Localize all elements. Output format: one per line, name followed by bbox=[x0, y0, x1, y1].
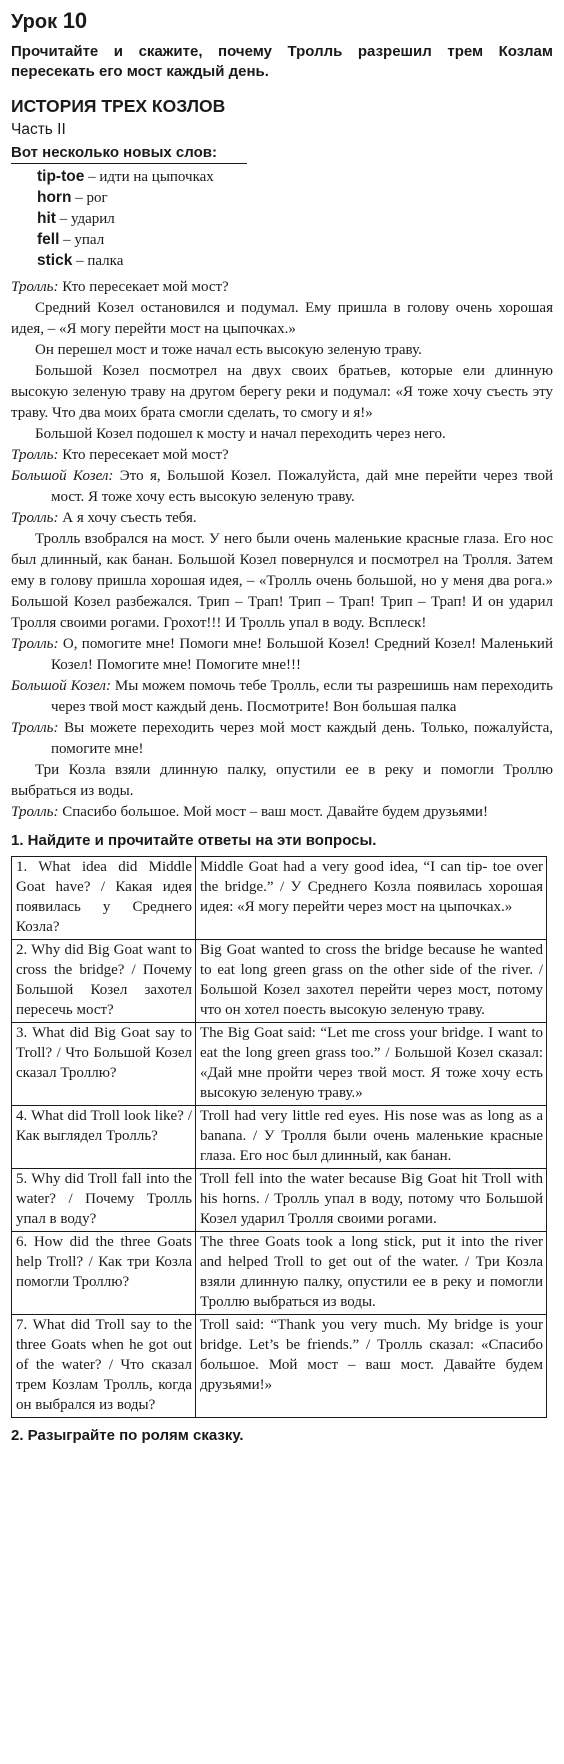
vocab-item bbox=[37, 187, 553, 208]
dialogue-text: Мы можем помочь тебе Тролль, если ты разрешишь нам переходить через твой мост каждый день. Посмотрите! Вон большая палка bbox=[51, 678, 554, 715]
question-cell: 3. What did Big Goat say to Troll? / Что Большой Козел сказал Троллю? bbox=[12, 1023, 196, 1106]
vocab-word: tip-toe bbox=[37, 168, 85, 185]
answer-cell: The Big Goat said: “Let me cross your bridge. I want to eat the long green grass too.” / Большой Козел сказал: «Дай мне пройти через твой мост. Я тоже хочу есть высокую зеленую траву.» bbox=[196, 1023, 547, 1106]
answer-cell: Troll had very little red eyes. His nose was as long as a banana. / У Тролля были очень маленькие красные глаза. Его нос был длинный, как банан. bbox=[196, 1106, 547, 1169]
lesson-label: Урок bbox=[11, 11, 58, 33]
vocab-translation: – рог bbox=[71, 190, 108, 206]
narration-paragraph: Большой Козел посмотрел на двух своих братьев, которые ели длинную высокую зеленую траву на другом берегу реки и подумал: «Я тоже хочу съесть эту траву. Что два моих брата смогли сделать, то смогу и я!» bbox=[11, 363, 553, 421]
vocab-item bbox=[37, 250, 553, 271]
table-row bbox=[12, 940, 547, 1023]
question-cell: 1. What idea did Middle Goat have? / Какая идея появилась у Среднего Козла? bbox=[12, 857, 196, 940]
vocab-item bbox=[37, 229, 553, 250]
vocab-item bbox=[37, 166, 553, 187]
question-cell: 2. Why did Big Goat want to cross the bridge? / Почему Большой Козел захотел пересечь мост? bbox=[12, 940, 196, 1023]
question-cell: 5. Why did Troll fall into the water? / Почему Тролль упал в воду? bbox=[12, 1169, 196, 1232]
speaker-name: Большой Козел: bbox=[11, 468, 114, 484]
answer-cell: Troll said: “Thank you very much. My bridge is your bridge. Let’s be friends.” / Тролль сказал: «Спасибо большое. Мой мост – ваш мост. Давайте будем друзьями!» bbox=[196, 1315, 547, 1418]
vocab-list bbox=[37, 166, 553, 271]
answer-cell: The three Goats took a long stick, put it into the river and helped Troll to get out of the water. / Три Козла взяли длинную палку, опустили ее в реку и помогли Троллю выбраться из воды. bbox=[196, 1232, 547, 1315]
dialogue-text: О, помогите мне! Помоги мне! Большой Козел! Средний Козел! Маленький Козел! Помогите мне! Помогите мне!!! bbox=[51, 636, 553, 673]
vocab-heading: Вот несколько новых слов: bbox=[11, 143, 247, 164]
question-cell: 6. How did the three Goats help Troll? / Как три Козла помогли Троллю? bbox=[12, 1232, 196, 1315]
table-row bbox=[12, 1315, 547, 1418]
answer-cell: Troll fell into the water because Big Goat hit Troll with his horns. / Тролль упал в воду, потому что Большой Козел ударил Тролля своими рогами. bbox=[196, 1169, 547, 1232]
question-cell: 4. What did Troll look like? / Как выглядел Тролль? bbox=[12, 1106, 196, 1169]
speaker-name: Тролль: bbox=[11, 510, 59, 526]
lesson-number: 10 bbox=[62, 8, 88, 33]
narration-paragraph: Тролль взобрался на мост. У него были очень маленькие красные глаза. Его нос был длинный, как банан. Большой Козел повернулся и посмотрел на Тролля. Затем ему в голову пришла хорошая идея, – «Тролль очень большой, но у меня два рога.» Большой Козел разбежался. Трип – Трап! Трип – Трап! Трип – Трап! И он ударил Тролля своими рогами. Грохот!!! И Тролль упал в воду. Всплеск! bbox=[11, 531, 553, 631]
answer-cell: Big Goat wanted to cross the bridge because he wanted to eat long green grass on the other side of the river. / Большой Козел захотел перейти через мост, потому что он хотел поесть высокую зеленую траву. bbox=[196, 940, 547, 1023]
dialogue-line bbox=[11, 634, 553, 676]
table-row bbox=[12, 1023, 547, 1106]
lesson-heading bbox=[11, 6, 553, 36]
speaker-name: Большой Козел: bbox=[11, 678, 111, 694]
dialogue-line bbox=[11, 676, 553, 718]
dialogue-text: Вы можете переходить через мой мост каждый день. Только, пожалуйста, помогите мне! bbox=[51, 720, 553, 757]
speaker-name: Тролль: bbox=[11, 447, 59, 463]
dialogue-text: Кто пересекает мой мост? bbox=[58, 279, 229, 295]
vocab-translation: – палка bbox=[72, 253, 124, 269]
dialogue-text: Спасибо большое. Мой мост – ваш мост. Давайте будем друзьями! bbox=[58, 804, 488, 820]
dialogue-line bbox=[11, 718, 553, 760]
qa-table bbox=[11, 856, 547, 1418]
speaker-name: Тролль: bbox=[11, 279, 59, 295]
table-row bbox=[12, 1232, 547, 1315]
narration-paragraph: Большой Козел подошел к мосту и начал переходить через него. bbox=[35, 426, 446, 442]
vocab-translation: – идти на цыпочках bbox=[84, 169, 214, 185]
dialogue-text: Кто пересекает мой мост? bbox=[58, 447, 229, 463]
dialogue-line bbox=[11, 466, 553, 508]
dialogue-text: А я хочу съесть тебя. bbox=[58, 510, 197, 526]
narration-paragraph: Он перешел мост и тоже начал есть высокую зеленую траву. bbox=[35, 342, 422, 358]
exercise-2-heading: 2. Разыгрaйте по ролям сказку. bbox=[11, 1427, 244, 1444]
answer-cell: Middle Goat had a very good idea, “I can tip- toe over the bridge.” / У Среднего Козла появилась хорошая идея: «Я могу перейти через мост на цыпочках.» bbox=[196, 857, 547, 940]
speaker-name: Тролль: bbox=[11, 804, 59, 820]
narration-paragraph: Три Козла взяли длинную палку, опустили ее в реку и помогли Троллю выбраться из воды. bbox=[11, 762, 553, 799]
vocab-word: stick bbox=[37, 252, 73, 269]
dialogue-line bbox=[11, 508, 553, 529]
vocab-item bbox=[37, 208, 553, 229]
narration-paragraph: Средний Козел остановился и подумал. Ему пришла в голову очень хорошая идея, – «Я могу перейти мост на цыпочках.» bbox=[11, 300, 553, 337]
task-instruction: Прочитайте и скажите, почему Тролль разрешил трем Козлам пересекать его мост каждый день. bbox=[11, 43, 553, 80]
dialogue-text: Это я, Большой Козел. Пожалуйста, дай мне перейти через твой мост. Я тоже хочу есть высокую зеленую траву. bbox=[51, 468, 553, 505]
table-row bbox=[12, 1169, 547, 1232]
dialogue-line bbox=[11, 802, 553, 823]
textbook-page bbox=[11, 0, 553, 1446]
exercise-1-heading: 1. Найдите и прочитайте ответы на эти вопросы. bbox=[11, 832, 377, 849]
story-text bbox=[11, 277, 553, 823]
vocab-word: hit bbox=[37, 210, 56, 227]
table-row bbox=[12, 1106, 547, 1169]
speaker-name: Тролль: bbox=[11, 636, 59, 652]
vocab-translation: – ударил bbox=[55, 211, 115, 227]
story-title: ИСТОРИЯ ТРЕХ КОЗЛОВ bbox=[11, 96, 226, 116]
story-part: Часть II bbox=[11, 121, 66, 138]
dialogue-line bbox=[11, 277, 553, 298]
speaker-name: Тролль: bbox=[11, 720, 59, 736]
vocab-translation: – упал bbox=[59, 232, 105, 248]
table-row bbox=[12, 857, 547, 940]
vocab-word: fell bbox=[37, 231, 60, 248]
vocab-word: horn bbox=[37, 189, 72, 206]
question-cell: 7. What did Troll say to the three Goats when he got out of the water? / Что сказал трем Козлам Тролль, когда он выбрался из воды? bbox=[12, 1315, 196, 1418]
dialogue-line bbox=[11, 445, 553, 466]
